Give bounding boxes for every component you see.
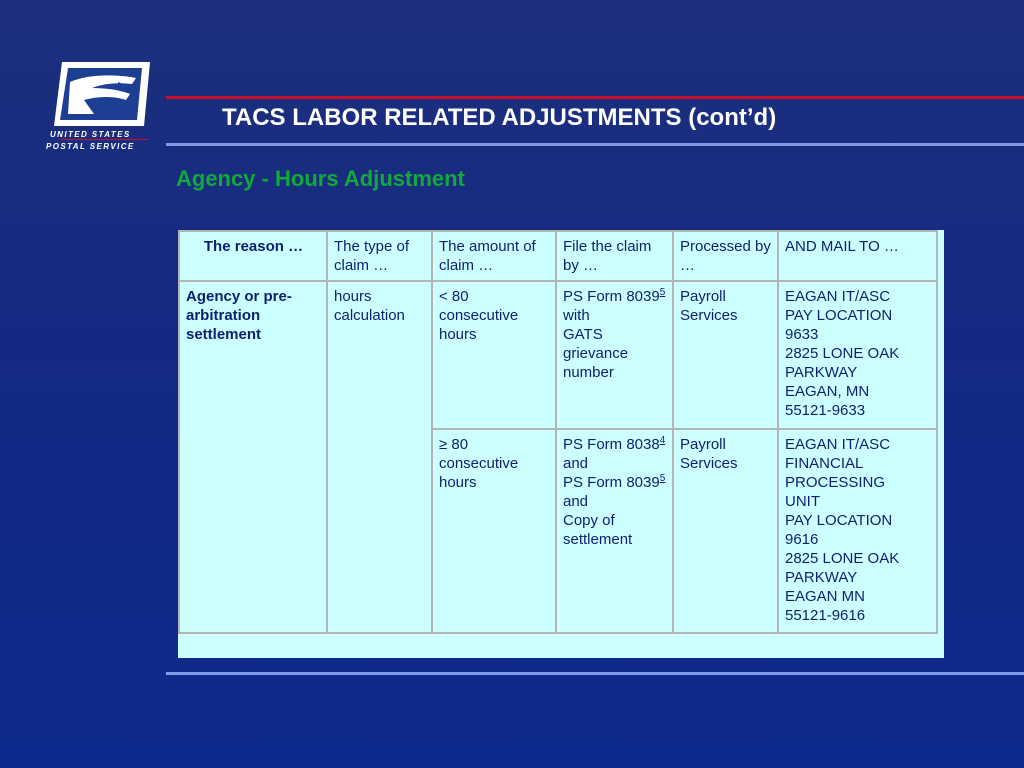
claims-table-panel (178, 230, 944, 658)
header-reason: The reason … (179, 231, 327, 281)
header-mail: AND MAIL TO … (778, 231, 937, 281)
cell-mail-80-plus (778, 429, 937, 633)
file-and: and (563, 493, 589, 510)
mail-line: EAGAN IT/ASC (785, 436, 891, 453)
eagle-logo-icon (54, 62, 150, 126)
footer-blue-rule (166, 672, 1024, 675)
cell-amount-80-plus: ≥ 80 consecutive hours (432, 429, 556, 633)
cell-reason: Agency or pre-arbitration settlement (179, 281, 327, 633)
mail-line: PROCESSING (785, 474, 886, 491)
brand-divider (60, 139, 148, 140)
table-header-row (179, 231, 937, 281)
header-red-rule (166, 96, 1024, 99)
mail-line: UNIT (785, 493, 820, 510)
cell-processed-under-80: Payroll Services (673, 281, 778, 429)
mail-line: 55121-9616 (785, 607, 866, 624)
mail-line: PARKWAY (785, 364, 858, 381)
cell-file-under-80 (556, 281, 673, 429)
mail-line: PAY LOCATION (785, 307, 893, 324)
cell-file-80-plus (556, 429, 673, 633)
cell-processed-80-plus: Payroll Services (673, 429, 778, 633)
mail-line: 2825 LONE OAK (785, 550, 900, 567)
footnote-ref: 5 (659, 287, 666, 298)
header-processed: Processed by … (673, 231, 778, 281)
file-with: with (563, 307, 590, 324)
header-file: File the claim by … (556, 231, 673, 281)
mail-line: EAGAN IT/ASC (785, 288, 891, 305)
file-rest: Copy of settlement (563, 512, 633, 548)
footnote-ref: 5 (659, 473, 666, 484)
cell-type: hours calculation (327, 281, 432, 633)
mail-line: 2825 LONE OAK (785, 345, 900, 362)
slide-title: TACS LABOR RELATED ADJUSTMENTS (cont’d) (222, 104, 777, 131)
mail-line: 9616 (785, 531, 819, 548)
file-form: PS Form 8039 (563, 288, 660, 305)
claims-table (178, 230, 938, 634)
file-form: PS Form 8038 (563, 436, 660, 453)
cell-amount-under-80: < 80 consecutive hours (432, 281, 556, 429)
footnote-ref: 4 (659, 435, 666, 446)
mail-line: PARKWAY (785, 569, 858, 586)
file-and: and (563, 455, 589, 472)
cell-mail-under-80 (778, 281, 937, 429)
mail-line: EAGAN MN (785, 588, 866, 605)
header-type: The type of claim … (327, 231, 432, 281)
mail-line: FINANCIAL (785, 455, 864, 472)
header-amount: The amount of claim … (432, 231, 556, 281)
mail-line: PAY LOCATION (785, 512, 893, 529)
brand-line-1: UNITED STATES (50, 130, 131, 139)
mail-line: 9633 (785, 326, 819, 343)
header-blue-rule (166, 143, 1024, 146)
slide-subtitle: Agency - Hours Adjustment (176, 166, 465, 191)
file-rest: GATS grievance number (563, 326, 629, 381)
mail-line: 55121-9633 (785, 402, 866, 419)
brand-line-2: POSTAL SERVICE (46, 142, 135, 151)
table-row (179, 281, 937, 429)
mail-line: EAGAN, MN (785, 383, 870, 400)
file-form: PS Form 8039 (563, 474, 660, 491)
